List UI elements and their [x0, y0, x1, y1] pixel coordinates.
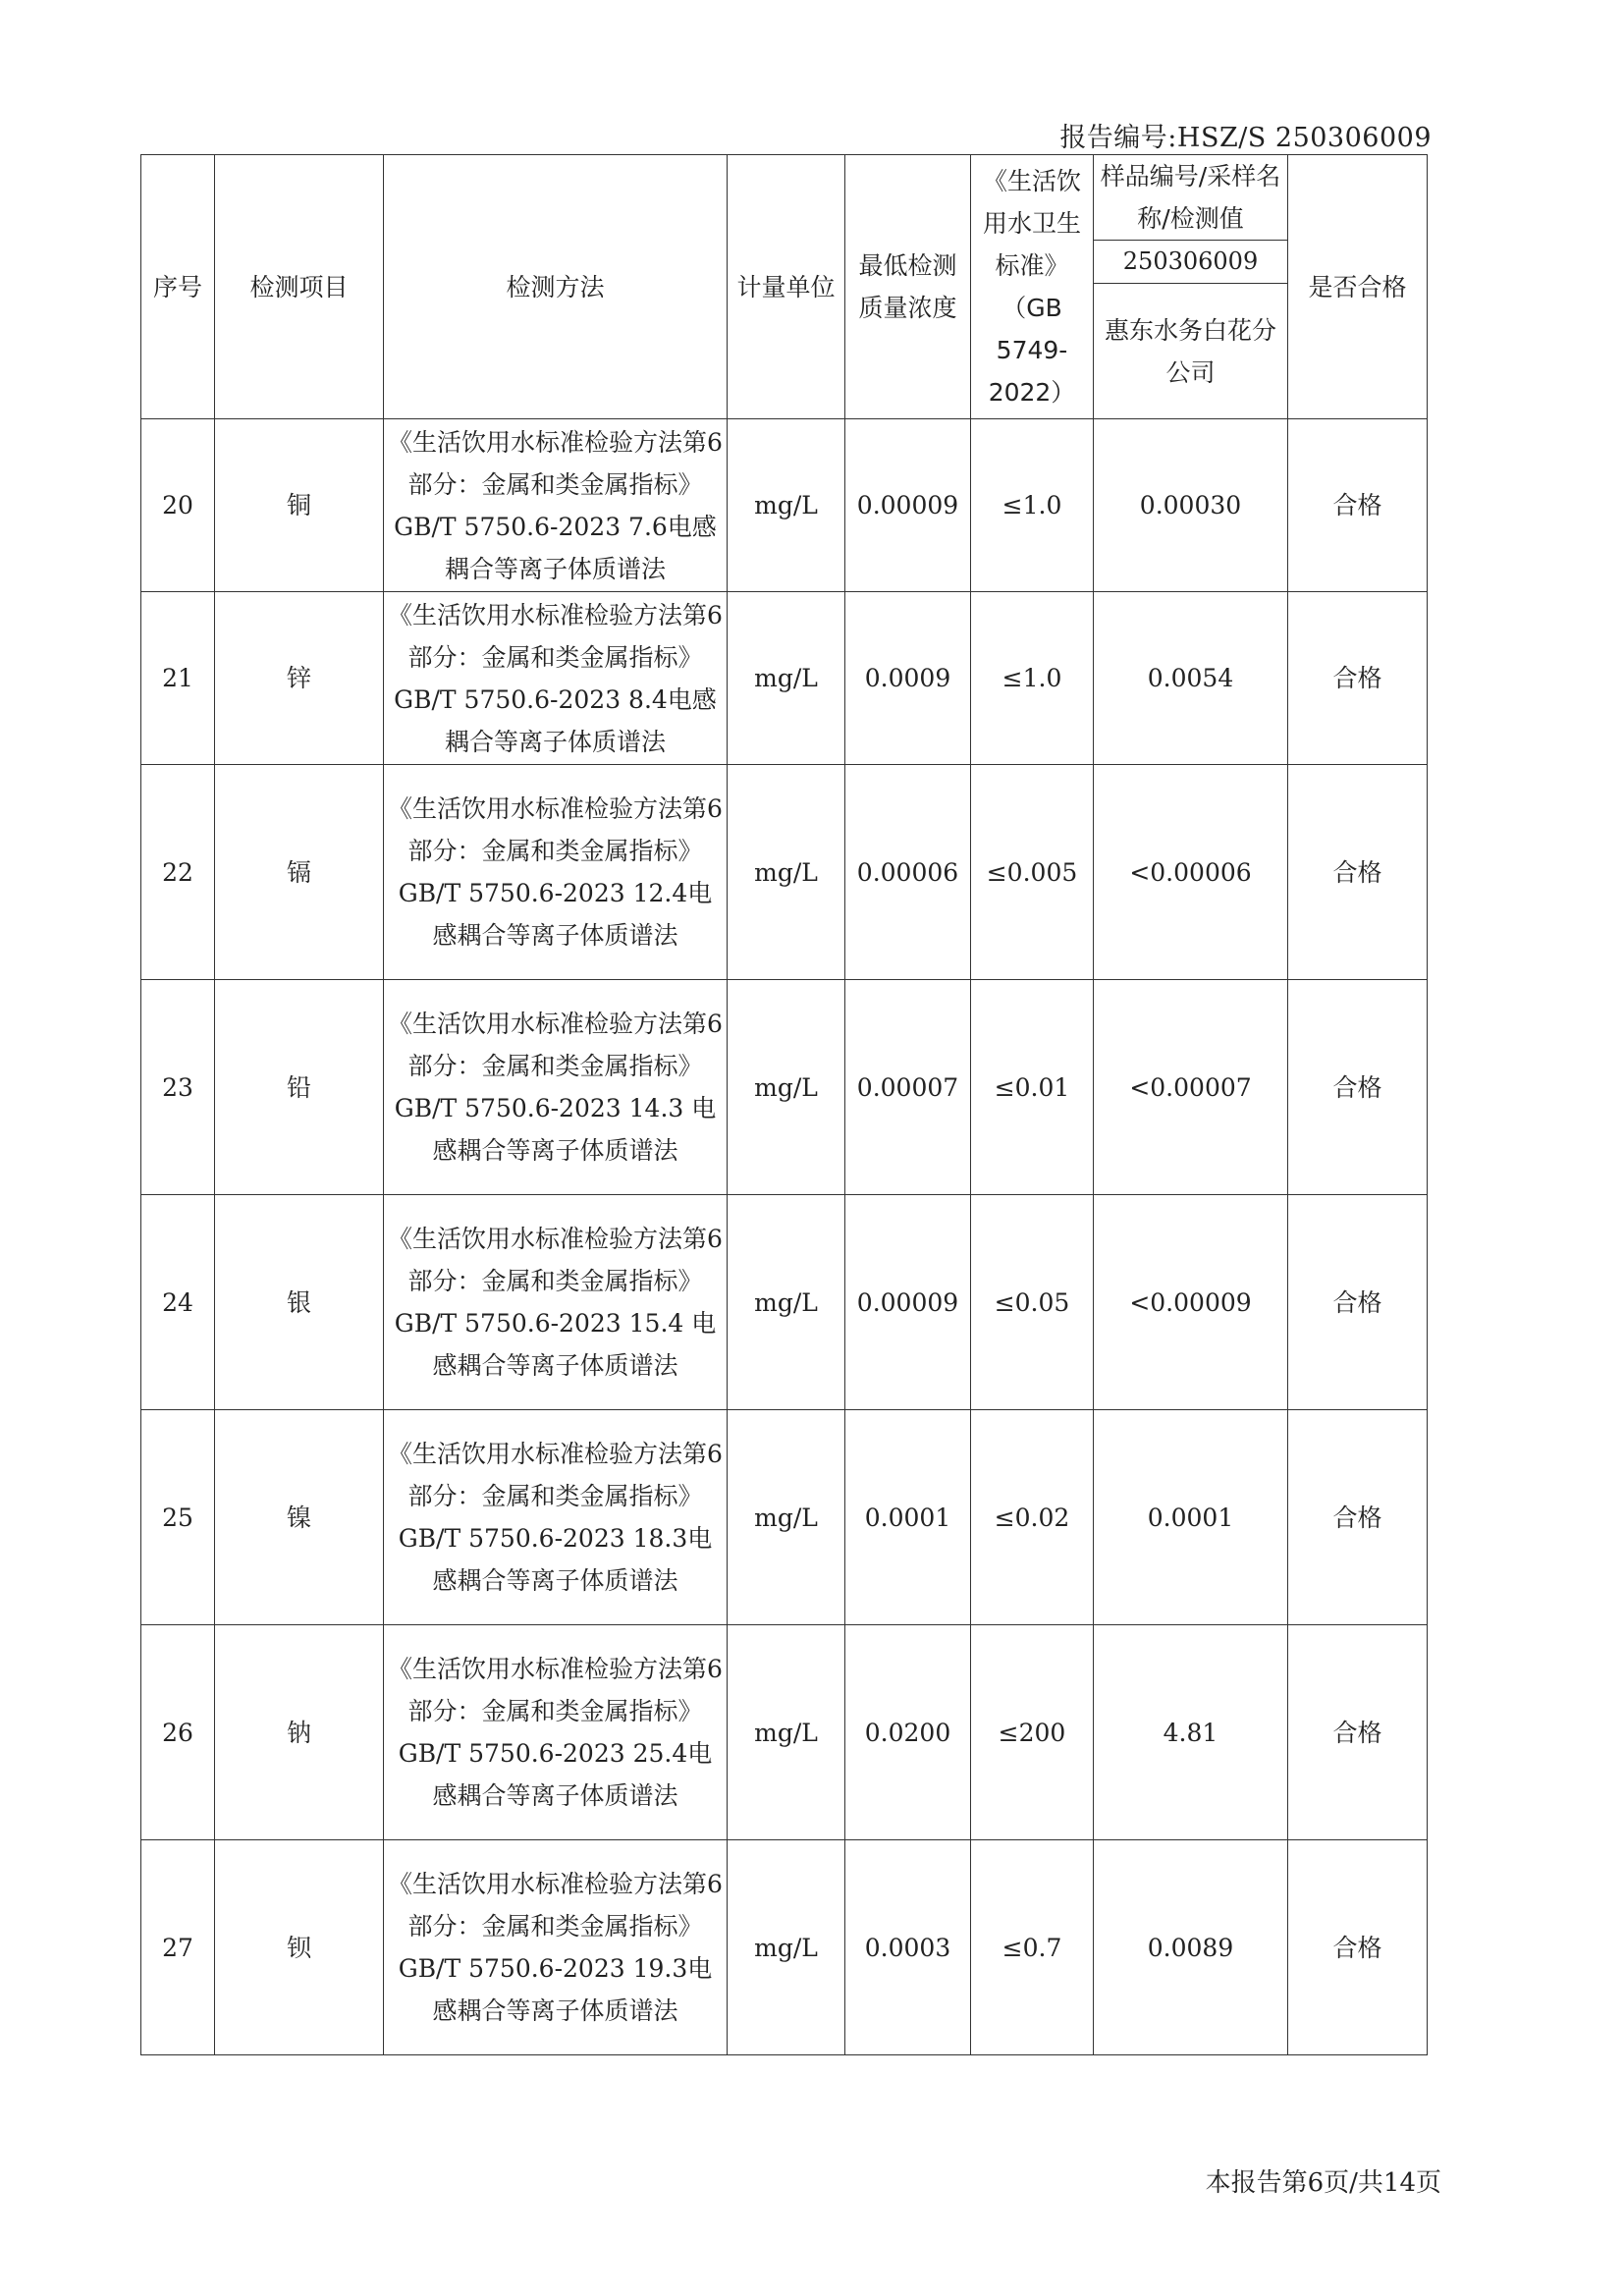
results-body: [141, 419, 1428, 2055]
table-row: [141, 592, 1428, 765]
row-value: <0.00006: [1094, 765, 1288, 980]
row-limit: ≤1.0: [971, 592, 1094, 765]
row-method: 《生活饮用水标准检验方法第6部分：金属和类金属指标》GB/T 5750.6-2023 14.3 电感耦合等离子体质谱法: [384, 980, 728, 1195]
row-min-detect: 0.0009: [845, 592, 971, 765]
row-limit: ≤0.7: [971, 1840, 1094, 2055]
row-value: <0.00009: [1094, 1195, 1288, 1410]
header-sample-id: 250306009: [1094, 241, 1288, 284]
row-result: 合格: [1288, 1840, 1428, 2055]
row-item: 铜: [215, 419, 384, 592]
row-unit: mg/L: [728, 592, 845, 765]
row-method: 《生活饮用水标准检验方法第6部分：金属和类金属指标》GB/T 5750.6-2023 18.3电感耦合等离子体质谱法: [384, 1410, 728, 1625]
row-result: 合格: [1288, 592, 1428, 765]
row-value: 0.0054: [1094, 592, 1288, 765]
row-value: 0.0001: [1094, 1410, 1288, 1625]
page-footer: 本报告第6页/共14页: [1205, 2168, 1441, 2198]
header-sample-name: 惠东水务白花分公司: [1094, 284, 1288, 419]
header-unit: 计量单位: [728, 155, 845, 419]
row-min-detect: 0.0001: [845, 1410, 971, 1625]
row-limit: ≤0.005: [971, 765, 1094, 980]
row-item: 锌: [215, 592, 384, 765]
row-min-detect: 0.0200: [845, 1625, 971, 1840]
row-item: 钠: [215, 1625, 384, 1840]
row-result: 合格: [1288, 419, 1428, 592]
row-item: 镉: [215, 765, 384, 980]
row-method: 《生活饮用水标准检验方法第6部分：金属和类金属指标》GB/T 5750.6-2023 15.4 电感耦合等离子体质谱法: [384, 1195, 728, 1410]
row-item: 银: [215, 1195, 384, 1410]
row-limit: ≤200: [971, 1625, 1094, 1840]
row-seq: 24: [141, 1195, 215, 1410]
row-result: 合格: [1288, 1410, 1428, 1625]
row-item: 钡: [215, 1840, 384, 2055]
row-value: <0.00007: [1094, 980, 1288, 1195]
row-unit: mg/L: [728, 1840, 845, 2055]
header-min-detect: 最低检测质量浓度: [845, 155, 971, 419]
header-seq: 序号: [141, 155, 215, 419]
table-row: [141, 980, 1428, 1195]
row-min-detect: 0.0003: [845, 1840, 971, 2055]
header-standard: 《生活饮用水卫生标准》（GB 5749-2022）: [971, 155, 1094, 419]
row-result: 合格: [1288, 765, 1428, 980]
header-sample-group: 样品编号/采样名称/检测值: [1094, 155, 1288, 241]
table-row: [141, 1410, 1428, 1625]
header-item: 检测项目: [215, 155, 384, 419]
row-seq: 21: [141, 592, 215, 765]
row-min-detect: 0.00006: [845, 765, 971, 980]
table-row: [141, 1195, 1428, 1410]
row-unit: mg/L: [728, 1625, 845, 1840]
row-method: 《生活饮用水标准检验方法第6部分：金属和类金属指标》GB/T 5750.6-2023 7.6电感耦合等离子体质谱法: [384, 419, 728, 592]
report-number: 报告编号:HSZ/S 250306009: [1059, 123, 1432, 153]
row-item: 镍: [215, 1410, 384, 1625]
header-method: 检测方法: [384, 155, 728, 419]
row-limit: ≤0.05: [971, 1195, 1094, 1410]
row-value: 4.81: [1094, 1625, 1288, 1840]
row-unit: mg/L: [728, 980, 845, 1195]
header-pass: 是否合格: [1288, 155, 1428, 419]
row-value: 0.00030: [1094, 419, 1288, 592]
row-unit: mg/L: [728, 419, 845, 592]
row-seq: 27: [141, 1840, 215, 2055]
row-min-detect: 0.00007: [845, 980, 971, 1195]
row-min-detect: 0.00009: [845, 1195, 971, 1410]
row-method: 《生活饮用水标准检验方法第6部分：金属和类金属指标》GB/T 5750.6-2023 25.4电感耦合等离子体质谱法: [384, 1625, 728, 1840]
table-row: [141, 765, 1428, 980]
row-seq: 20: [141, 419, 215, 592]
row-seq: 22: [141, 765, 215, 980]
table-row: [141, 1840, 1428, 2055]
row-seq: 26: [141, 1625, 215, 1840]
row-seq: 25: [141, 1410, 215, 1625]
row-method: 《生活饮用水标准检验方法第6部分：金属和类金属指标》GB/T 5750.6-2023 12.4电感耦合等离子体质谱法: [384, 765, 728, 980]
results-table: [140, 154, 1428, 2055]
row-result: 合格: [1288, 1195, 1428, 1410]
table-row: [141, 419, 1428, 592]
table-row: [141, 1625, 1428, 1840]
row-unit: mg/L: [728, 1410, 845, 1625]
row-limit: ≤0.01: [971, 980, 1094, 1195]
row-result: 合格: [1288, 1625, 1428, 1840]
row-unit: mg/L: [728, 1195, 845, 1410]
row-limit: ≤0.02: [971, 1410, 1094, 1625]
row-method: 《生活饮用水标准检验方法第6部分：金属和类金属指标》GB/T 5750.6-2023 19.3电感耦合等离子体质谱法: [384, 1840, 728, 2055]
row-min-detect: 0.00009: [845, 419, 971, 592]
row-result: 合格: [1288, 980, 1428, 1195]
row-item: 铅: [215, 980, 384, 1195]
row-seq: 23: [141, 980, 215, 1195]
row-limit: ≤1.0: [971, 419, 1094, 592]
row-unit: mg/L: [728, 765, 845, 980]
row-method: 《生活饮用水标准检验方法第6部分：金属和类金属指标》GB/T 5750.6-2023 8.4电感耦合等离子体质谱法: [384, 592, 728, 765]
row-value: 0.0089: [1094, 1840, 1288, 2055]
